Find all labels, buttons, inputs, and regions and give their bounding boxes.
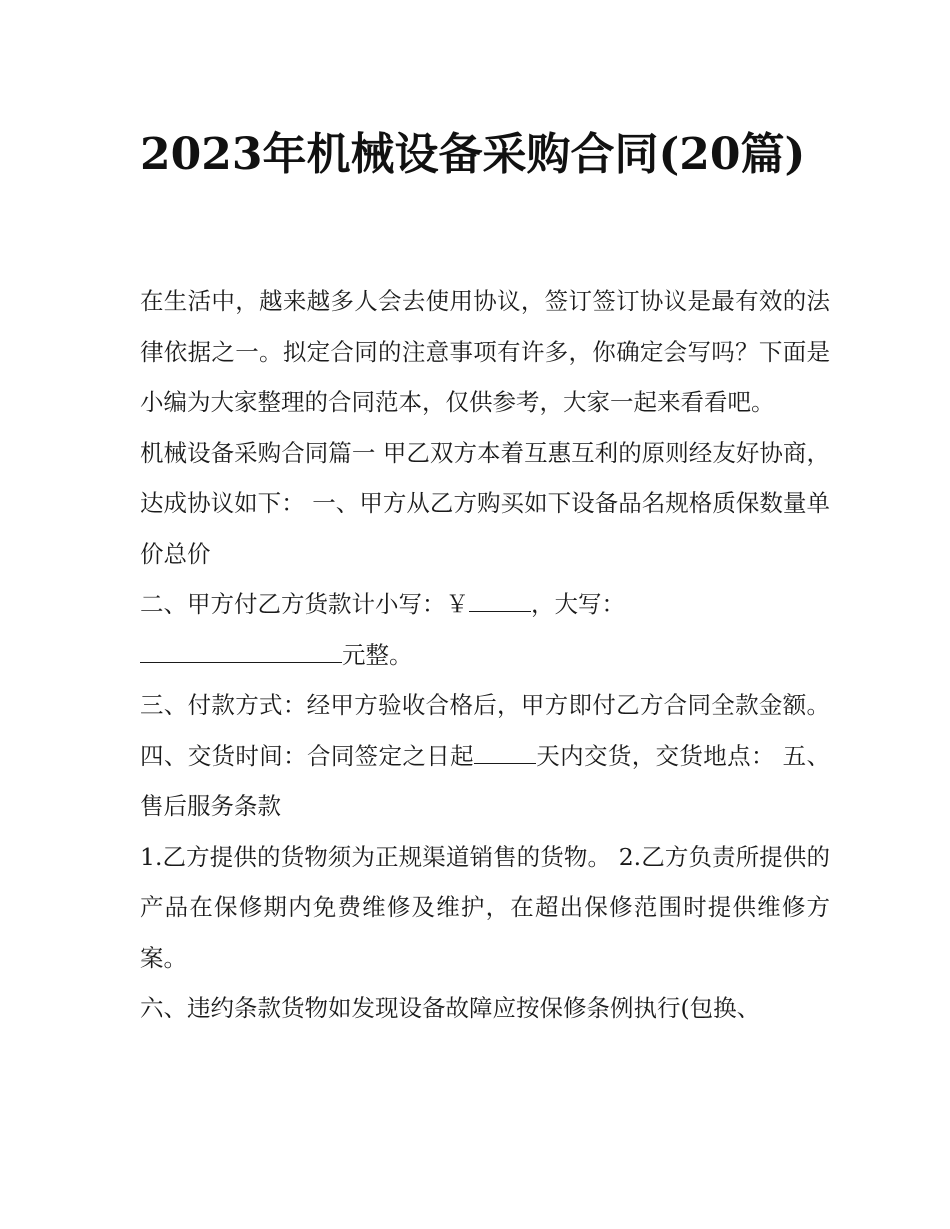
document-body	[140, 276, 830, 1034]
document-title: 2023年机械设备采购合同(20篇)	[140, 129, 806, 180]
amount-capital-blank	[140, 642, 342, 663]
amount-small-blank	[469, 591, 531, 612]
delivery-clause-suffix: 天内交货，交货地点： 五、售后服务条款	[140, 741, 830, 820]
payment-clause	[140, 579, 830, 680]
delivery-clause	[140, 680, 830, 832]
after-sales-paragraph: 1.乙方提供的货物须为正规渠道销售的货物。 2.乙方负责所提供的产品在保修期内免费维修及维护，在超出保修范围时提供维修方案。	[140, 842, 830, 972]
contract-opening-paragraph: 机械设备采购合同篇一 甲乙双方本着互惠互利的原则经友好协商，达成协议如下： 一、甲方从乙方购买如下设备品名规格质保数量单价总价	[140, 438, 830, 568]
payment-clause-middle: ，大写：	[531, 590, 625, 618]
delivery-days-blank	[474, 743, 536, 764]
payment-clause-suffix: 元整。	[342, 640, 413, 669]
intro-paragraph: 在生活中，越来越多人会去使用协议，签订签订协议是最有效的法律依据之一。拟定合同的注意事项有许多，你确定会写吗？下面是小编为大家整理的合同范本，仅供参考，大家一起来看看吧。	[140, 287, 830, 416]
payment-clause-prefix: 二、甲方付乙方货款计小写：￥	[140, 590, 469, 618]
breach-clause-paragraph: 六、违约条款货物如发现设备故障应按保修条例执行(包换、	[140, 994, 761, 1022]
delivery-clause-prefix: 三、付款方式：经甲方验收合格后，甲方即付乙方合同全款金额。 四、交货时间：合同签定之日起	[140, 691, 830, 770]
